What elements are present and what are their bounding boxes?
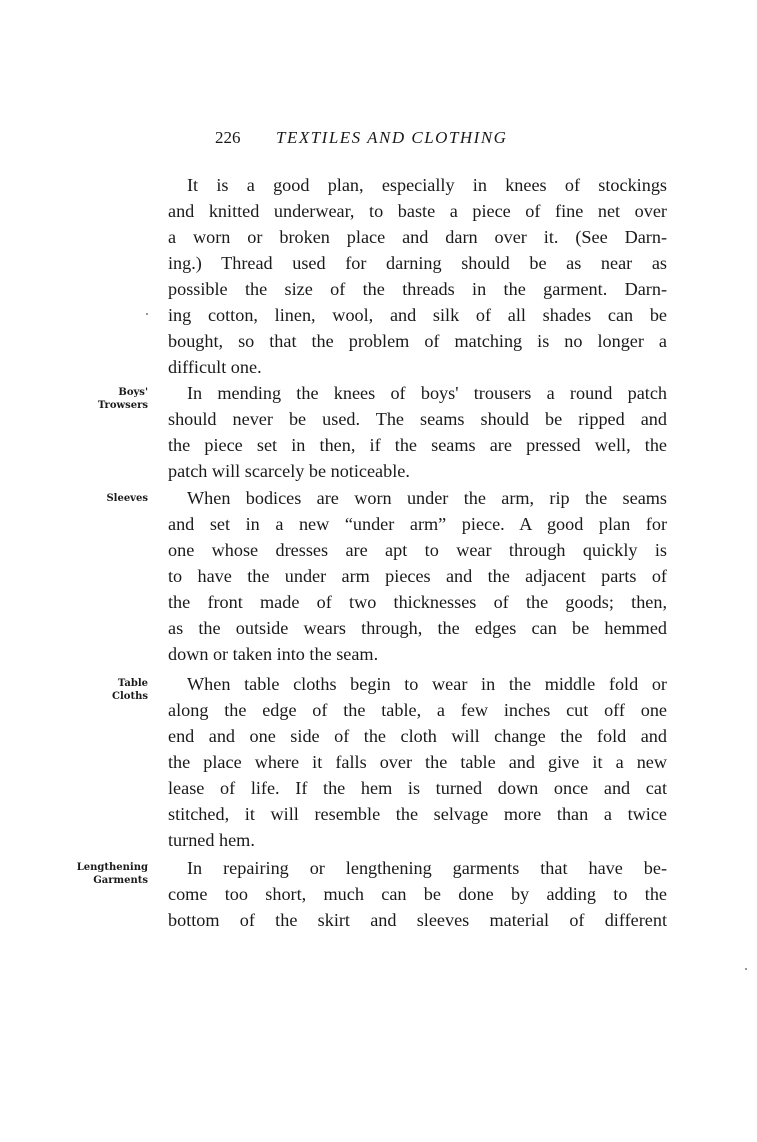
text-line: patch will scarcely be noticeable. xyxy=(168,461,410,481)
text-line: When bodices are worn under the arm, rip the seams xyxy=(187,488,667,508)
text-line: the front made of two thicknesses of the goods; then, xyxy=(168,592,667,612)
margin-note xyxy=(98,386,148,412)
margin-note-line: Trowsers xyxy=(97,400,148,411)
text-line: should never be used. The seams should be ripped and xyxy=(168,409,667,429)
margin-note-line: Boys' xyxy=(118,387,148,398)
paragraph xyxy=(168,671,667,853)
margin-note-line: Sleeves xyxy=(106,493,148,504)
text-line: one whose dresses are apt to wear through quickly is xyxy=(168,540,667,560)
text-line: and set in a new “under arm” piece. A good plan for xyxy=(168,514,667,534)
scan-speck xyxy=(146,313,148,315)
text-line: turned hem. xyxy=(168,830,255,850)
text-line: and knitted underwear, to baste a piece of fine net over xyxy=(168,201,667,221)
margin-note-line: Garments xyxy=(93,875,148,886)
text-line: as the outside wears through, the edges can be hemmed xyxy=(168,618,667,638)
paragraph xyxy=(168,855,667,933)
text-line: the piece set in then, if the seams are pressed well, the xyxy=(168,435,667,455)
margin-note xyxy=(77,861,148,887)
text-line: lease of life. If the hem is turned down once and cat xyxy=(168,778,667,798)
text-line: stitched, it will resemble the selvage more than a twice xyxy=(168,804,667,824)
text-line: end and one side of the cloth will change the fold and xyxy=(168,726,667,746)
paragraph xyxy=(168,172,667,380)
text-line: ing cotton, linen, wool, and silk of all shades can be xyxy=(168,305,667,325)
text-line: possible the size of the threads in the garment. Darn- xyxy=(168,279,667,299)
margin-note-line: Table xyxy=(117,678,148,689)
text-line: ing.) Thread used for darning should be as near as xyxy=(168,253,667,273)
text-line: difficult one. xyxy=(168,357,262,377)
text-line: to have the under arm pieces and the adjacent parts of xyxy=(168,566,667,586)
text-line: the place where it falls over the table and give it a new xyxy=(168,752,667,772)
text-line: bought, so that the problem of matching is no longer a xyxy=(168,331,667,351)
text-line: along the edge of the table, a few inches cut off one xyxy=(168,700,667,720)
text-line: In mending the knees of boys' trousers a round patch xyxy=(187,383,667,403)
paragraph xyxy=(168,380,667,484)
page-number: 226 xyxy=(215,128,241,147)
text-line: In repairing or lengthening garments that have be- xyxy=(187,858,667,878)
text-line: a worn or broken place and darn over it. (See Darn- xyxy=(168,227,667,247)
margin-note-line: Cloths xyxy=(112,691,148,702)
margin-note-line: Lengthening xyxy=(76,862,148,873)
margin-note xyxy=(106,492,148,505)
paragraph xyxy=(168,485,667,667)
text-line: When table cloths begin to wear in the middle fold or xyxy=(187,674,667,694)
scan-speck xyxy=(745,968,747,970)
text-line: It is a good plan, especially in knees of stockings xyxy=(187,175,667,195)
text-line: down or taken into the seam. xyxy=(168,644,379,664)
margin-note xyxy=(112,677,148,703)
text-line: bottom of the skirt and sleeves material of different xyxy=(168,910,667,930)
running-title: TEXTILES AND CLOTHING xyxy=(276,128,508,147)
text-line: come too short, much can be done by adding to the xyxy=(168,884,667,904)
